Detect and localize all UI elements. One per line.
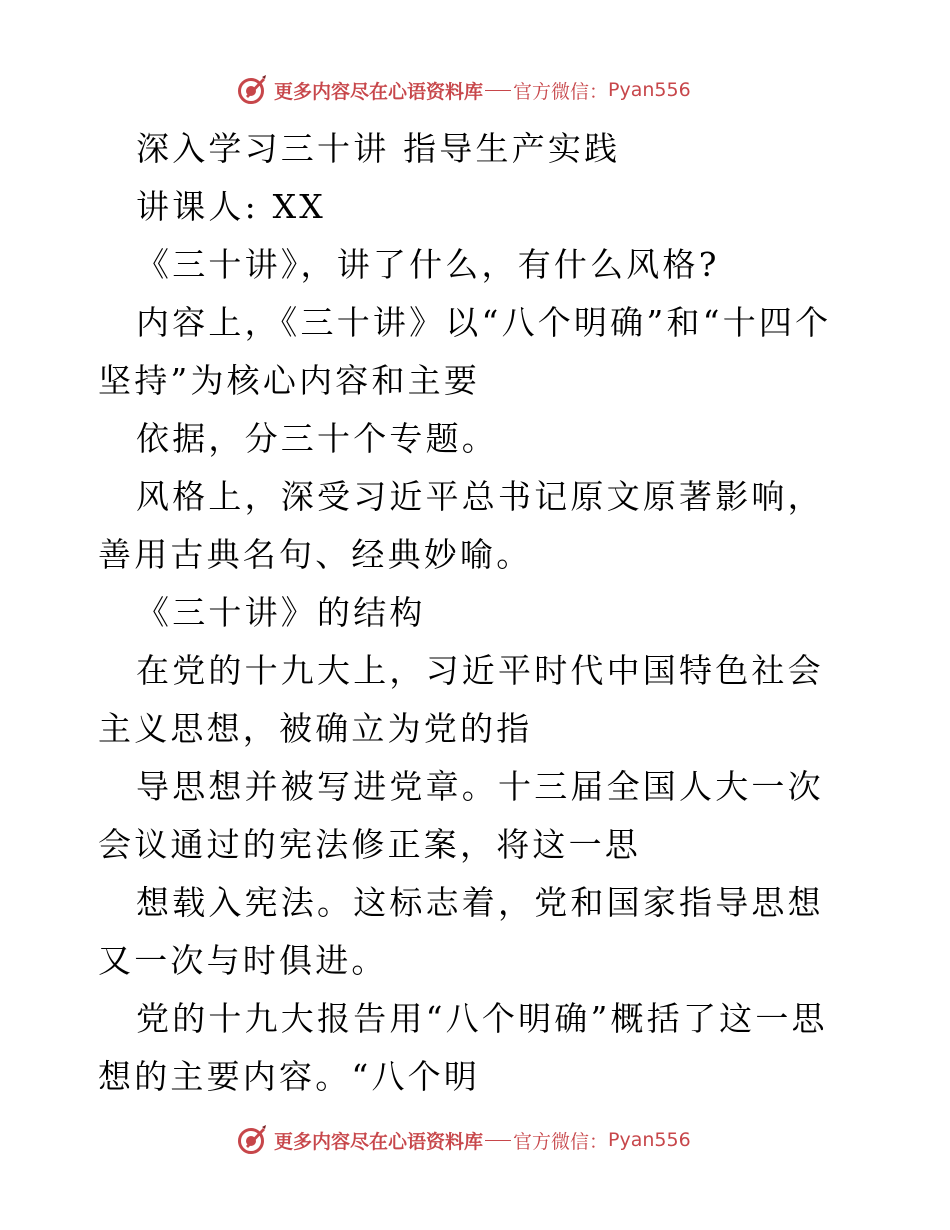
banner-wechat-id: Pyan556 [608,79,691,101]
paragraph: 《三十讲》，讲了什么，有什么风格? [136,245,720,284]
document-title: 深入学习三十讲 指导生产实践 [136,129,621,168]
document-body [98,120,858,1106]
brush-logo-icon [236,74,268,106]
section-heading: 《三十讲》的结构 [136,593,426,632]
paragraph: 导思想并被写进党章。十三届全国人大一次会议通过的宪法修正案，将这一思 [98,767,824,864]
lecturer-line: 讲课人: XX [136,187,326,226]
banner-dash [485,1140,511,1141]
paragraph: 党的十九大报告用“八个明确”概括了这一思想的主要内容。“八个明 [98,999,828,1096]
footer-watermark-banner [236,1122,716,1158]
brush-logo-icon [236,1124,268,1156]
banner-dash [485,90,511,91]
banner-wechat-label: 官方微信： [513,1130,609,1153]
banner-slogan: 更多内容尽在心语资料库 [274,80,484,103]
banner-wechat-id: Pyan556 [608,1129,691,1151]
paragraph: 内容上，《三十讲》以“八个明确”和“十四个坚持”为核心内容和主要 [98,303,832,400]
paragraph: 风格上，深受习近平总书记原文原著影响，善用古典名句、经典妙喻。 [98,477,824,574]
paragraph: 依据，分三十个专题。 [136,419,498,458]
paragraph: 想载入宪法。这标志着，党和国家指导思想又一次与时俱进。 [98,883,824,980]
header-watermark-banner [236,72,716,108]
banner-slogan: 更多内容尽在心语资料库 [274,1130,484,1153]
paragraph: 在党的十九大上，习近平时代中国特色社会主义思想，被确立为党的指 [98,651,824,748]
banner-wechat-label: 官方微信： [513,80,609,103]
